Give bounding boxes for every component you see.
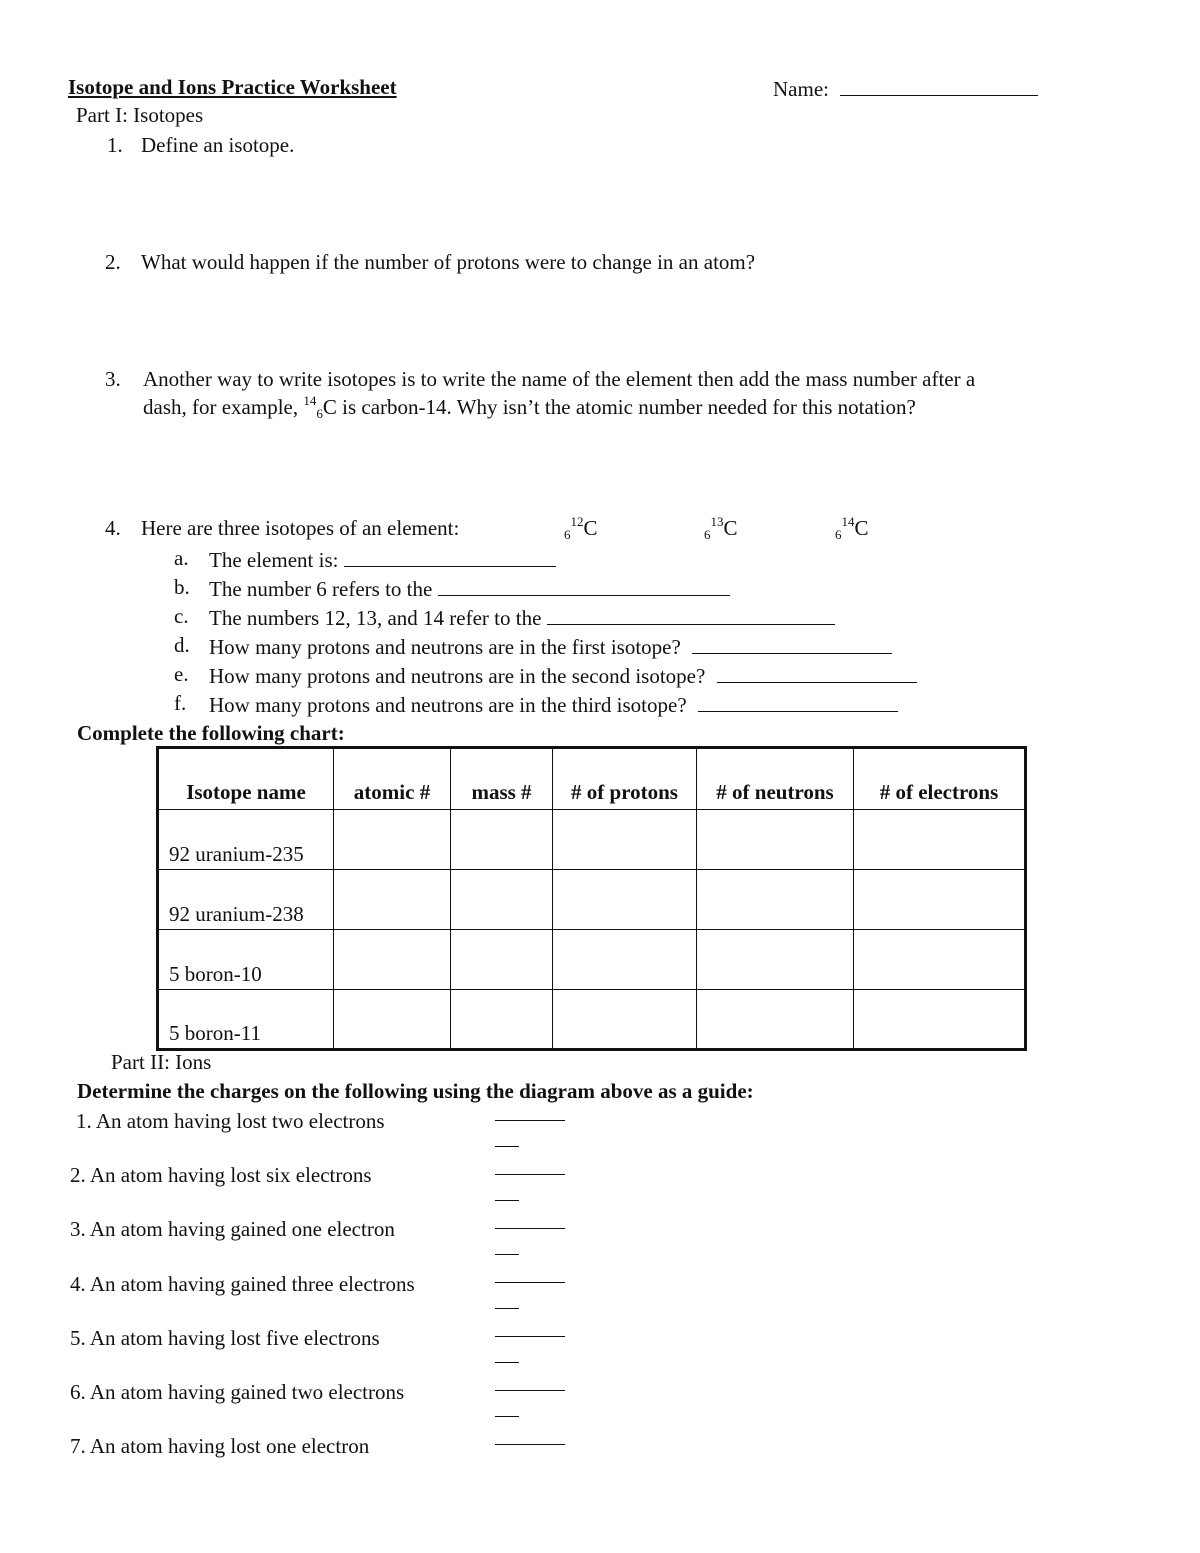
cell-atomic-number[interactable]: [334, 810, 451, 870]
ion-item-7: 7. An atom having lost one electron: [70, 1434, 370, 1458]
q4c-text: The numbers 12, 13, and 14 refer to the: [209, 606, 547, 630]
ion-item-3: 3. An atom having gained one electron: [70, 1217, 395, 1241]
q4f-blank[interactable]: [698, 693, 898, 712]
q4a-item: [209, 548, 556, 571]
cell-protons[interactable]: [553, 930, 697, 990]
q3-line1: Another way to write isotopes is to write the name of the element then add the mass number after a: [143, 367, 976, 391]
name-blank[interactable]: [840, 77, 1038, 96]
cell-mass-number[interactable]: [451, 810, 553, 870]
cell-neutrons[interactable]: [697, 810, 854, 870]
q4d-text: How many protons and neutrons are in the first isotope?: [209, 635, 687, 659]
isotope-c14-mass: 14: [841, 514, 855, 529]
row-isotope-name: 92 uranium-235: [158, 810, 334, 870]
ion-answer-blank-5[interactable]: [495, 1336, 565, 1337]
ion-answer-tail-3: [495, 1254, 519, 1255]
table-row: [158, 990, 1026, 1050]
isotope-c13-symbol: C: [723, 516, 738, 540]
q4d-item: [209, 635, 892, 658]
header-isotope-name: Isotope name: [158, 748, 334, 810]
header-mass-number: mass #: [451, 748, 553, 810]
table-row: [158, 930, 1026, 990]
q1-number: 1.: [107, 133, 123, 157]
row-isotope-name: 5 boron-11: [158, 990, 334, 1050]
name-field[interactable]: [773, 77, 1038, 100]
table-row: [158, 810, 1026, 870]
q2-text: What would happen if the number of protons were to change in an atom?: [141, 250, 756, 274]
cell-atomic-number[interactable]: [334, 990, 451, 1050]
cell-mass-number[interactable]: [451, 990, 553, 1050]
isotope-c12-mass: 12: [570, 514, 584, 529]
q4f-item: [209, 693, 898, 716]
isotope-c12-symbol: C: [583, 516, 598, 540]
ion-answer-tail-4: [495, 1308, 519, 1309]
row-isotope-name: 92 uranium-238: [158, 870, 334, 930]
worksheet-title: Isotope and Ions Practice Worksheet: [68, 75, 397, 99]
q4d-letter: d.: [174, 633, 190, 657]
header-electrons: # of electrons: [854, 748, 1026, 810]
q4f-letter: f.: [174, 691, 187, 715]
cell-mass-number[interactable]: [451, 870, 553, 930]
isotope-c13: [704, 514, 738, 542]
q3-atomic-number: 6: [316, 406, 323, 421]
ion-answer-blank-6[interactable]: [495, 1390, 565, 1391]
q4b-blank[interactable]: [438, 577, 730, 596]
q4c-blank[interactable]: [547, 606, 835, 625]
header-atomic-number: atomic #: [334, 748, 451, 810]
q4d-blank[interactable]: [692, 635, 892, 654]
row-isotope-name: 5 boron-10: [158, 930, 334, 990]
ion-answer-tail-2: [495, 1200, 519, 1201]
q3-number: 3.: [105, 367, 121, 391]
q2-number: 2.: [105, 250, 121, 274]
cell-electrons[interactable]: [854, 930, 1026, 990]
ion-answer-tail-1: [495, 1146, 519, 1147]
header-protons: # of protons: [553, 748, 697, 810]
ion-answer-blank-2[interactable]: [495, 1174, 565, 1175]
ion-answer-blank-4[interactable]: [495, 1282, 565, 1283]
isotope-c12: [564, 514, 598, 542]
isotope-c13-mass: 13: [710, 514, 724, 529]
table-row: [158, 870, 1026, 930]
q4b-item: [209, 577, 730, 600]
q3-line2-post: C is carbon-14. Why isn’t the atomic number needed for this notation?: [322, 395, 916, 419]
cell-electrons[interactable]: [854, 990, 1026, 1050]
cell-mass-number[interactable]: [451, 930, 553, 990]
ion-answer-blank-3[interactable]: [495, 1228, 565, 1229]
cell-atomic-number[interactable]: [334, 870, 451, 930]
q4a-blank[interactable]: [344, 548, 556, 567]
part2-heading: Part II: Ions: [111, 1050, 212, 1074]
q3-line2: [143, 393, 916, 421]
q4a-text: The element is:: [209, 548, 344, 572]
header-neutrons: # of neutrons: [697, 748, 854, 810]
q4c-item: [209, 606, 835, 629]
q3-line2-pre: dash, for example,: [143, 395, 304, 419]
q4b-text: The number 6 refers to the: [209, 577, 438, 601]
chart-heading: Complete the following chart:: [77, 721, 345, 745]
q4e-text: How many protons and neutrons are in the second isotope?: [209, 664, 711, 688]
chart-header-row: [158, 748, 1026, 810]
ion-answer-blank-7[interactable]: [495, 1444, 565, 1445]
ion-item-2: 2. An atom having lost six electrons: [70, 1163, 372, 1187]
cell-atomic-number[interactable]: [334, 930, 451, 990]
q4e-letter: e.: [174, 662, 189, 686]
cell-electrons[interactable]: [854, 870, 1026, 930]
ion-item-1: 1. An atom having lost two electrons: [76, 1109, 385, 1133]
q1-text: Define an isotope.: [141, 133, 295, 157]
q4b-letter: b.: [174, 575, 190, 599]
cell-neutrons[interactable]: [697, 930, 854, 990]
q4-text: Here are three isotopes of an element:: [141, 516, 460, 540]
q4-number: 4.: [105, 516, 121, 540]
cell-protons[interactable]: [553, 870, 697, 930]
q4a-letter: a.: [174, 546, 189, 570]
ion-item-6: 6. An atom having gained two electrons: [70, 1380, 405, 1404]
ion-item-5: 5. An atom having lost five electrons: [70, 1326, 380, 1350]
name-label: Name:: [773, 77, 829, 101]
q4e-blank[interactable]: [717, 664, 917, 683]
ion-answer-tail-6: [495, 1416, 519, 1417]
cell-neutrons[interactable]: [697, 990, 854, 1050]
q4c-letter: c.: [174, 604, 189, 628]
ion-answer-tail-5: [495, 1362, 519, 1363]
isotope-c14-symbol: C: [854, 516, 869, 540]
isotope-c14-atomic: 6: [835, 527, 842, 542]
isotope-c12-atomic: 6: [564, 527, 571, 542]
cell-neutrons[interactable]: [697, 870, 854, 930]
cell-electrons[interactable]: [854, 810, 1026, 870]
ion-answer-blank-1[interactable]: [495, 1120, 565, 1121]
cell-protons[interactable]: [553, 990, 697, 1050]
isotope-c13-atomic: 6: [704, 527, 711, 542]
isotope-chart: [156, 746, 1027, 1051]
part1-heading: Part I: Isotopes: [76, 103, 204, 127]
q3-mass-number: 14: [303, 393, 317, 408]
part2-instruction: Determine the charges on the following using the diagram above as a guide:: [77, 1079, 754, 1103]
q4e-item: [209, 664, 917, 687]
q4f-text: How many protons and neutrons are in the third isotope?: [209, 693, 692, 717]
isotope-c14: [835, 514, 869, 542]
ion-item-4: 4. An atom having gained three electrons: [70, 1272, 415, 1296]
cell-protons[interactable]: [553, 810, 697, 870]
